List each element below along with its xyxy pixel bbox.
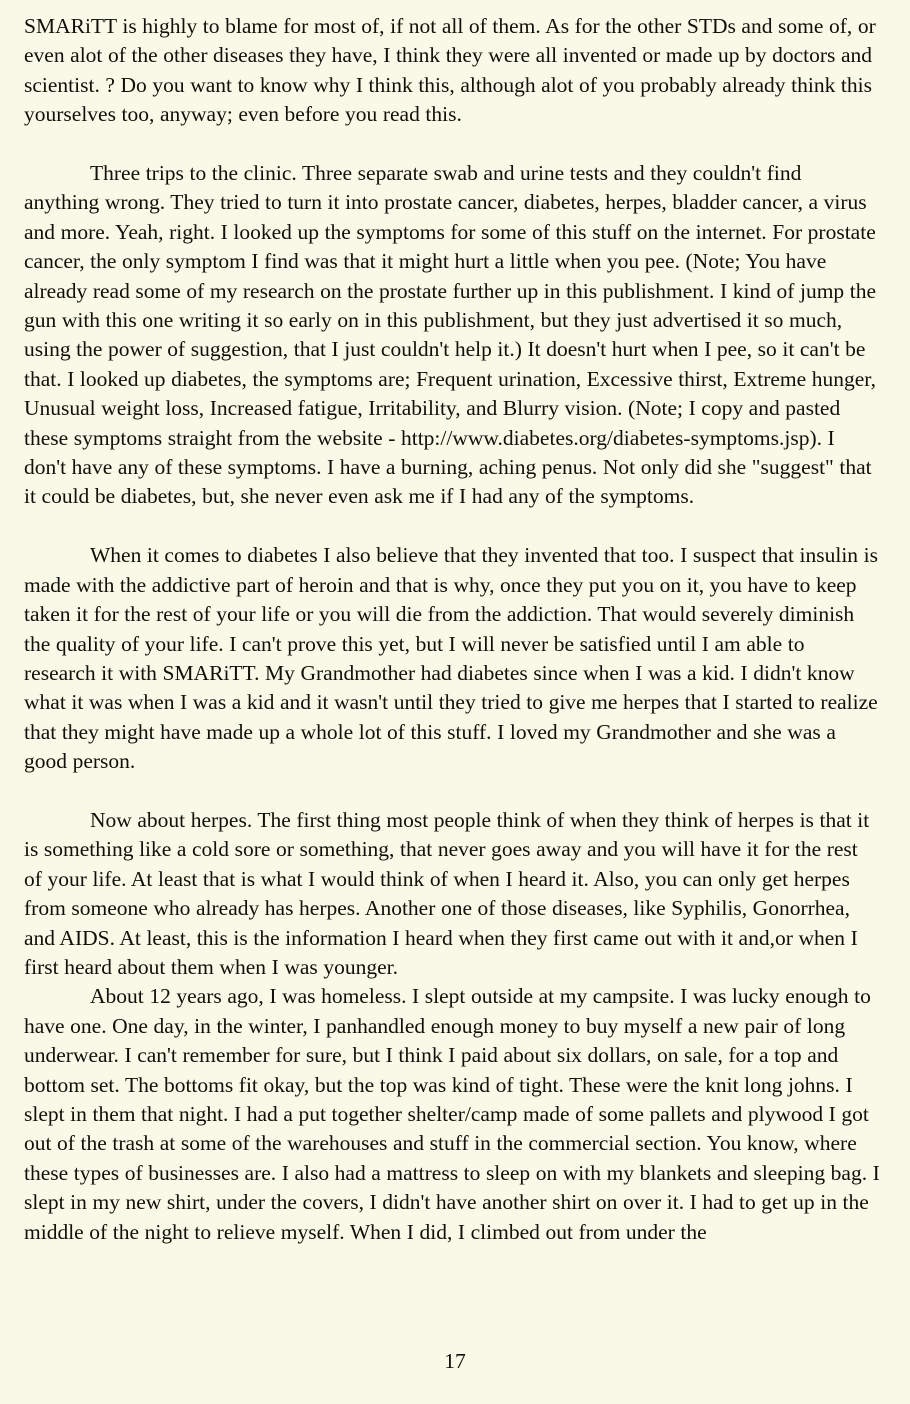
page-number: 17	[444, 1349, 466, 1373]
paragraph-gap	[24, 777, 880, 806]
paragraph: When it comes to diabetes I also believe that they invented that too. I suspect that insulin is made with the addictive part of heroin and that is why, once they put you on it, you have to keep taken it for the rest of your life or you will die from the addiction. That would severely diminish the quality of your life. I can't prove this yet, but I will never be satisfied until I am able to research it with SMARiTT. My Grandmother had diabetes since when I was a kid. I didn't know what it was when I was a kid and it wasn't until they tried to give me herpes that I started to realize that they might have made up a whole lot of this stuff. I loved my Grandmother and she was a good person.	[24, 543, 878, 774]
paragraph-gap	[24, 130, 880, 159]
paragraph: Now about herpes. The first thing most people think of when they think of herpes is that it is something like a cold sore or something, that never goes away and you will have it for the rest of your life. At least that is what I would think of when I heard it. Also, you can only get herpes from someone who already has herpes. Another one of those diseases, like Syphilis, Gonorrhea, and AIDS. At least, this is the information I heard when they first came out with it and,or when I first heard about them when I was younger.	[24, 807, 870, 979]
paragraph: About 12 years ago, I was homeless. I slept outside at my campsite. I was lucky enough to have one. One day, in the winter, I panhandled enough money to buy myself a new pair of long underwear. I can't remember for sure, but I think I paid about six dollars, on sale, for a top and bottom set. The bottoms fit okay, but the top was kind of tight. These were the knit long johns. I slept in them that night. I had a put together shelter/camp made of some pallets and plywood I got out of the trash at some of the warehouses and stuff in the commercial section. You know, where these types of businesses are. I also had a mattress to sleep on with my blankets and sleeping bag. I slept in my new shirt, under the covers, I didn't have another shirt on over it. I had to get up in the middle of the night to relieve myself. When I did, I climbed out from under the	[24, 984, 880, 1244]
paragraph: Three trips to the clinic. Three separate swab and urine tests and they couldn't find anything wrong. They tried to turn it into prostate cancer, diabetes, herpes, bladder cancer, a virus and more. Yeah, right. I looked up the symptoms for some of this stuff on the internet. For prostate cancer, the only symptom I find was that it might hurt a little when you pee. (Note; You have already read some of my research on the prostate further up in this publishment. I kind of jump the gun with this one writing it so early on in this publishment, but they just advertised it so much, using the power of suggestion, that I just couldn't help it.) It doesn't hurt when I pee, so it can't be that. I looked up diabetes, the symptoms are; Frequent urination, Excessive thirst, Extreme hunger, Unusual weight loss, Increased fatigue, Irritability, and Blurry vision. (Note; I copy and pasted these symptoms straight from the website - http://www.diabetes.org/diabetes-symptoms.jsp). I don't have any of these symptoms. I have a burning, aching penus. Not only did she "suggest" that it could be diabetes, but, she never even ask me if I had any of the symptoms.	[24, 161, 877, 509]
paragraph: SMARiTT is highly to blame for most of, if not all of them. As for the other STDs and some of, or even alot of the other diseases they have, I think they were all invented or made up by doctors and scientist. ? Do you want to know why I think this, although alot of you probably already think this yourselves too, anyway; even before you read this.	[24, 14, 876, 127]
paragraph-gap	[24, 512, 880, 541]
document-body	[24, 12, 880, 1247]
